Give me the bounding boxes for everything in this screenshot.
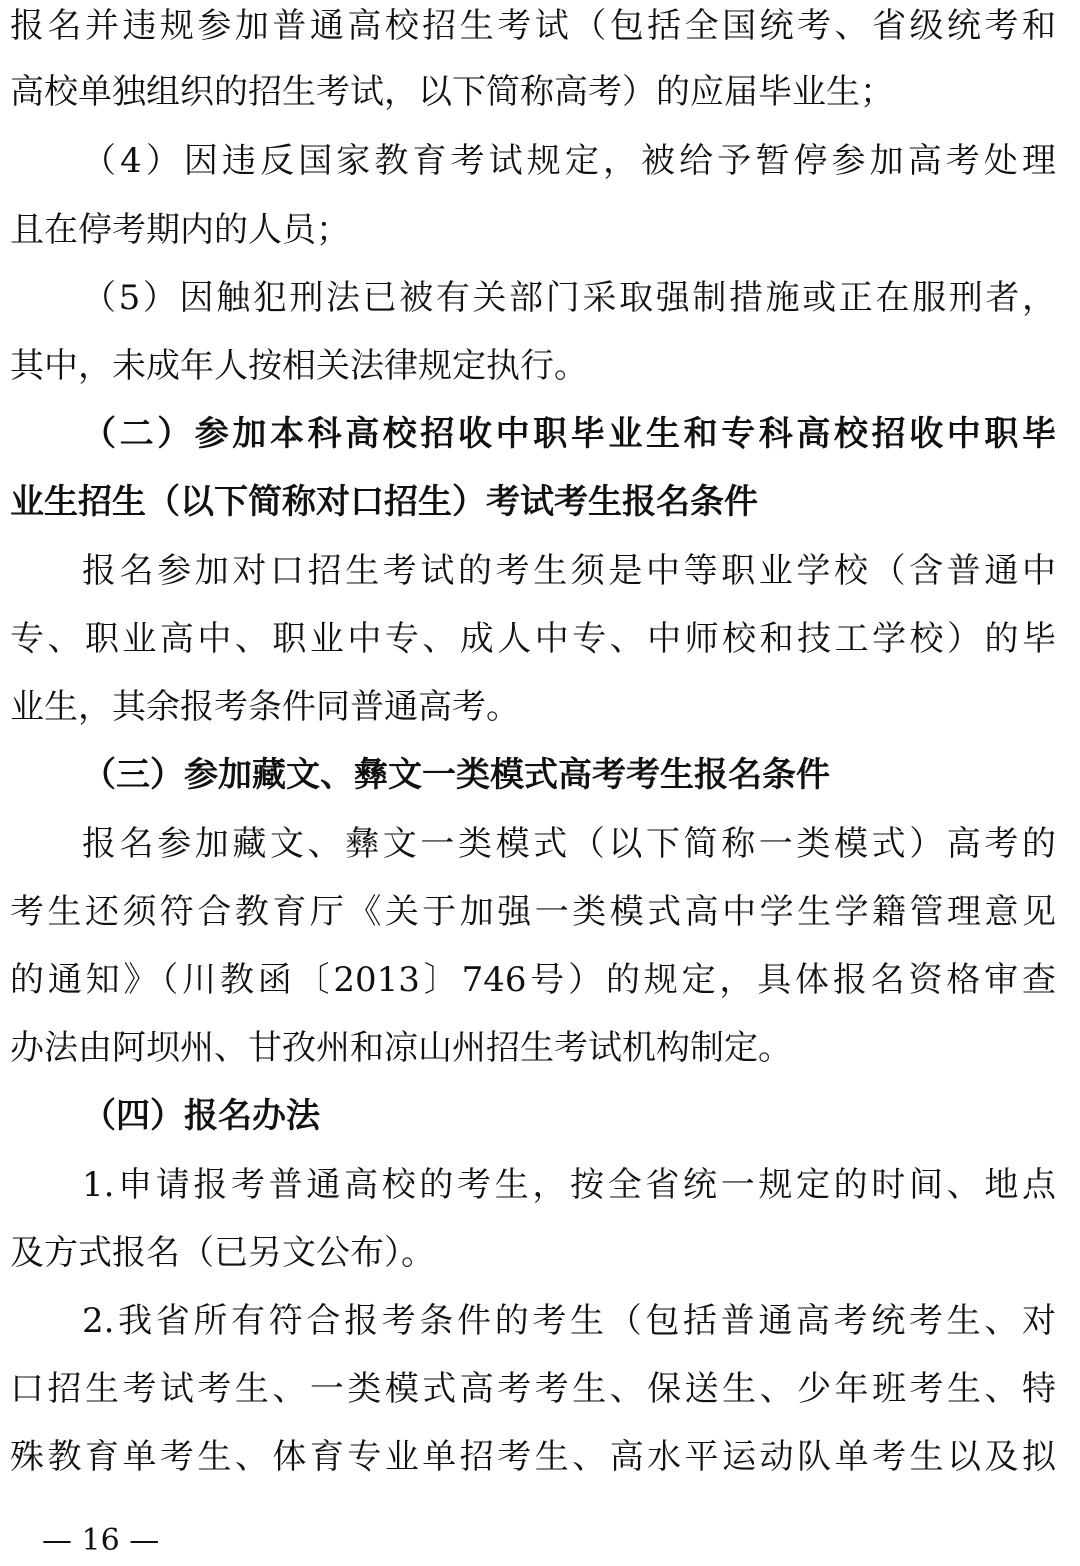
paragraph-line: 业生，其余报考条件同普通高考。 — [10, 687, 520, 727]
paragraph-line: （5）因触犯刑法已被有关部门采取强制措施或正在服刑者， — [82, 278, 1056, 318]
paragraph-line: 2.我省所有符合报考条件的考生（包括普通高考统考生、对 — [82, 1301, 1056, 1341]
paragraph-line: 且在停考期内的人员； — [10, 210, 350, 250]
section-heading: 业生招生（以下简称对口招生）考试考生报名条件 — [10, 482, 758, 522]
paragraph-line: 报名并违规参加普通高校招生考试（包括全国统考、省级统考和 — [10, 6, 1056, 46]
paragraph-line: 殊教育单考生、体育专业单招考生、高水平运动队单考生以及拟 — [10, 1437, 1056, 1477]
page-number: — 16 — — [42, 1523, 160, 1558]
paragraph-line: 1.申请报考普通高校的考生，按全省统一规定的时间、地点 — [82, 1165, 1056, 1205]
section-heading: （二）参加本科高校招收中职毕业生和专科高校招收中职毕 — [82, 414, 1056, 454]
paragraph-line: 办法由阿坝州、甘孜州和凉山州招生考试机构制定。 — [10, 1028, 792, 1068]
paragraph-line: 高校单独组织的招生考试，以下简称高考）的应届毕业生； — [10, 72, 894, 112]
paragraph-line: 报名参加对口招生考试的考生须是中等职业学校（含普通中 — [82, 551, 1056, 591]
paragraph-line: 报名参加藏文、彝文一类模式（以下简称一类模式）高考的 — [82, 824, 1056, 864]
section-heading: （三）参加藏文、彝文一类模式高考考生报名条件 — [82, 755, 830, 795]
paragraph-line: 口招生考试考生、一类模式高考考生、保送生、少年班考生、特 — [10, 1369, 1056, 1409]
paragraph-line: 专、职业高中、职业中专、成人中专、中师校和技工学校）的毕 — [10, 619, 1056, 659]
paragraph-line: 及方式报名（已另文公布）。 — [10, 1233, 435, 1273]
section-heading: （四）报名办法 — [82, 1096, 320, 1136]
paragraph-line: （4）因违反国家教育考试规定，被给予暂停参加高考处理 — [82, 141, 1056, 181]
paragraph-line: 的通知》（川教函〔2013〕746号）的规定，具体报名资格审查 — [10, 960, 1056, 1000]
paragraph-line: 其中，未成年人按相关法律规定执行。 — [10, 346, 588, 386]
paragraph-line: 考生还须符合教育厅《关于加强一类模式高中学生学籍管理意见 — [10, 892, 1056, 932]
